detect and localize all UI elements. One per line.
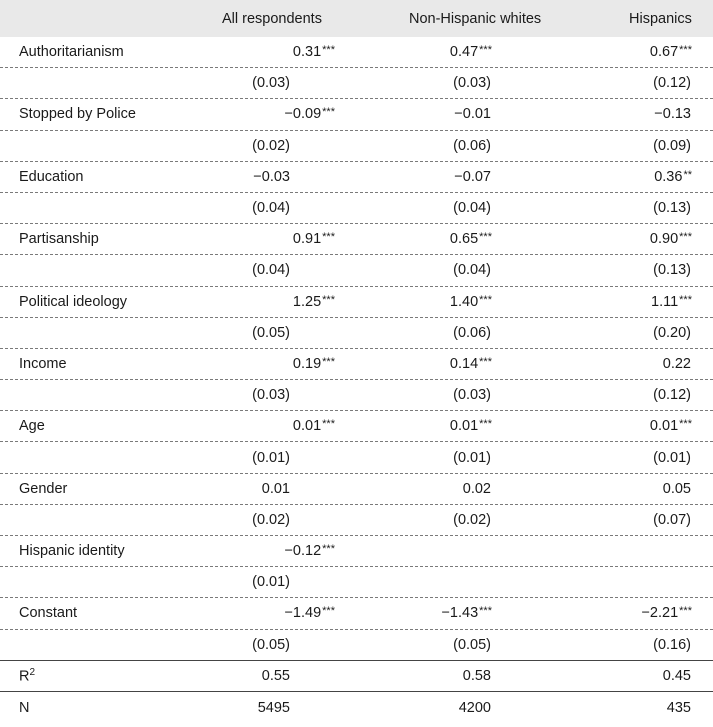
significance-stars: *** xyxy=(322,418,335,431)
cell-value: (0.06) xyxy=(453,137,491,154)
cell-col-1 xyxy=(252,388,291,403)
cell-col-2 xyxy=(453,388,492,403)
cell-value: 0.65 xyxy=(449,230,479,247)
cell-value: (0.12) xyxy=(653,75,691,92)
cell-value: 0.14 xyxy=(449,355,479,372)
table-row xyxy=(0,99,713,130)
cell-col-1 xyxy=(284,544,335,559)
row-label-text: Constant xyxy=(19,605,78,622)
cell-col-2 xyxy=(453,637,492,652)
cell-col-3 xyxy=(653,263,692,278)
cell-value: 0.31 xyxy=(292,43,322,60)
significance-stars: *** xyxy=(322,605,335,618)
cell-col-3 xyxy=(653,450,692,465)
cell-col-3 xyxy=(663,357,692,372)
cell-col-1 xyxy=(252,513,291,528)
cell-col-1 xyxy=(262,481,291,496)
cell-value: −1.43 xyxy=(441,605,479,622)
cell-col-3 xyxy=(650,419,692,434)
row-label xyxy=(19,606,77,621)
cell-value: (0.03) xyxy=(252,75,290,92)
cell-col-2 xyxy=(453,201,492,216)
cell-value: −0.03 xyxy=(253,168,290,185)
cell-value: 0.02 xyxy=(462,480,491,497)
cell-value: −0.13 xyxy=(654,106,691,123)
cell-col-3 xyxy=(641,606,692,621)
table-row xyxy=(0,474,713,505)
cell-col-2 xyxy=(453,326,492,341)
cell-col-3 xyxy=(667,700,692,715)
cell-col-2 xyxy=(450,232,492,247)
cell-value: 1.11 xyxy=(651,293,679,310)
cell-value: 0.91 xyxy=(292,230,322,247)
cell-col-3 xyxy=(653,637,692,652)
cell-col-2 xyxy=(463,669,492,684)
cell-value: 0.01 xyxy=(292,418,322,435)
table-row xyxy=(0,68,713,99)
cell-value: 0.05 xyxy=(662,480,691,497)
significance-stars: *** xyxy=(679,605,692,618)
cell-value: (0.03) xyxy=(453,75,491,92)
table-row xyxy=(0,661,713,692)
significance-stars: *** xyxy=(322,106,335,119)
cell-col-2 xyxy=(450,45,492,60)
significance-stars: *** xyxy=(479,293,492,306)
cell-col-1 xyxy=(252,263,291,278)
cell-value: (0.04) xyxy=(252,262,290,279)
cell-col-3 xyxy=(691,575,692,590)
significance-stars: *** xyxy=(322,230,335,243)
significance-stars: *** xyxy=(322,355,335,368)
significance-stars: *** xyxy=(679,418,692,431)
row-label-text: Income xyxy=(19,355,67,372)
table-row xyxy=(0,349,713,380)
cell-value: 0.55 xyxy=(261,667,290,684)
cell-value: −0.09 xyxy=(284,106,322,123)
cell-col-1 xyxy=(252,138,291,153)
cell-value: (0.16) xyxy=(653,636,691,653)
table-row xyxy=(0,193,713,224)
significance-stars: *** xyxy=(679,230,692,243)
table-row xyxy=(0,567,713,598)
cell-col-3 xyxy=(653,388,692,403)
cell-col-2 xyxy=(491,544,492,559)
cell-value: (0.13) xyxy=(653,262,691,279)
cell-col-3 xyxy=(650,232,692,247)
header-non-hispanic-whites: Non-Hispanic whites xyxy=(409,11,542,27)
significance-stars: *** xyxy=(479,355,492,368)
cell-value: 0.47 xyxy=(449,43,479,60)
cell-col-1 xyxy=(262,669,291,684)
table-row xyxy=(0,255,713,286)
row-label xyxy=(19,357,67,372)
table-row xyxy=(0,380,713,411)
significance-stars: *** xyxy=(322,43,335,56)
significance-stars: *** xyxy=(679,293,692,306)
cell-col-2 xyxy=(453,513,492,528)
cell-value: (0.04) xyxy=(453,262,491,279)
table-row xyxy=(0,131,713,162)
row-label-text: Hispanic identity xyxy=(19,542,125,559)
cell-value: 0.01 xyxy=(449,418,479,435)
cell-col-1 xyxy=(293,419,335,434)
cell-col-3 xyxy=(663,669,692,684)
header-hispanics: Hispanics xyxy=(629,11,692,27)
cell-value: −0.07 xyxy=(454,168,491,185)
table-row xyxy=(0,505,713,536)
cell-value: (0.02) xyxy=(252,511,290,528)
cell-col-1 xyxy=(253,170,291,185)
cell-col-2 xyxy=(450,357,492,372)
row-label-superscript: 2 xyxy=(29,666,36,678)
cell-value: 5495 xyxy=(257,699,290,716)
cell-col-2 xyxy=(491,575,492,590)
cell-value: (0.01) xyxy=(653,449,691,466)
cell-value: (0.04) xyxy=(453,199,491,216)
cell-col-2 xyxy=(441,606,492,621)
cell-col-1 xyxy=(252,76,291,91)
row-label-text: Age xyxy=(19,418,45,435)
row-label xyxy=(19,232,99,247)
cell-col-2 xyxy=(450,419,492,434)
cell-col-3 xyxy=(654,170,692,185)
cell-value: (0.06) xyxy=(453,324,491,341)
cell-value: 0.01 xyxy=(649,418,679,435)
cell-col-1 xyxy=(252,637,291,652)
cell-value: (0.05) xyxy=(252,636,290,653)
significance-stars: ** xyxy=(683,168,692,181)
cell-col-3 xyxy=(663,481,692,496)
cell-value: −2.21 xyxy=(641,605,679,622)
cell-value: −0.01 xyxy=(454,106,491,123)
significance-stars: *** xyxy=(479,43,492,56)
cell-value: (0.03) xyxy=(453,386,491,403)
cell-value: (0.01) xyxy=(252,449,290,466)
row-label xyxy=(19,45,124,60)
cell-col-1 xyxy=(252,450,291,465)
cell-col-1 xyxy=(284,107,335,122)
cell-value: (0.13) xyxy=(653,199,691,216)
cell-col-2 xyxy=(450,294,492,309)
table-row xyxy=(0,162,713,193)
cell-value: 435 xyxy=(666,699,691,716)
significance-stars: *** xyxy=(679,43,692,56)
table-row xyxy=(0,630,713,661)
cell-col-3 xyxy=(653,513,692,528)
significance-stars: *** xyxy=(322,542,335,555)
cell-value: (0.07) xyxy=(653,511,691,528)
cell-value: (0.03) xyxy=(252,386,290,403)
cell-value: 0.67 xyxy=(649,43,679,60)
significance-stars: *** xyxy=(479,605,492,618)
cell-col-1 xyxy=(258,700,291,715)
row-label-text: N xyxy=(19,699,30,716)
cell-col-2 xyxy=(453,76,492,91)
cell-value: 1.25 xyxy=(292,293,322,310)
cell-col-1 xyxy=(284,606,335,621)
cell-col-3 xyxy=(654,107,692,122)
cell-value: (0.20) xyxy=(653,324,691,341)
cell-col-2 xyxy=(454,170,492,185)
cell-value: (0.12) xyxy=(653,386,691,403)
cell-col-1 xyxy=(293,294,335,309)
row-label-text: Education xyxy=(19,168,84,185)
cell-col-3 xyxy=(653,201,692,216)
cell-col-1 xyxy=(252,575,291,590)
table-header xyxy=(0,0,713,37)
cell-value: −0.12 xyxy=(284,542,322,559)
cell-value: 0.36 xyxy=(654,168,683,185)
row-label xyxy=(19,294,127,309)
significance-stars: *** xyxy=(322,293,335,306)
cell-value: (0.04) xyxy=(252,199,290,216)
cell-col-3 xyxy=(691,544,692,559)
cell-col-2 xyxy=(453,138,492,153)
cell-col-3 xyxy=(653,76,692,91)
table-row xyxy=(0,536,713,567)
row-label-text: R xyxy=(19,668,30,685)
cell-col-2 xyxy=(453,450,492,465)
cell-value: (0.01) xyxy=(252,574,290,591)
table-row xyxy=(0,224,713,255)
cell-value: 0.58 xyxy=(462,667,491,684)
significance-stars: *** xyxy=(479,418,492,431)
cell-value: 0.45 xyxy=(662,667,691,684)
row-label xyxy=(19,481,67,496)
row-label-text: Political ideology xyxy=(19,293,128,310)
table-row xyxy=(0,287,713,318)
cell-value: 0.90 xyxy=(649,230,679,247)
cell-value: (0.02) xyxy=(453,511,491,528)
row-label-text: Partisanship xyxy=(19,230,99,247)
cell-value: (0.02) xyxy=(252,137,290,154)
row-label xyxy=(19,419,45,434)
cell-value: 0.01 xyxy=(261,480,290,497)
cell-value: (0.05) xyxy=(252,324,290,341)
cell-col-3 xyxy=(653,326,692,341)
cell-value: 4200 xyxy=(458,699,491,716)
table-row xyxy=(0,442,713,473)
cell-value: 0.19 xyxy=(292,355,322,372)
table-row xyxy=(0,318,713,349)
cell-col-2 xyxy=(453,263,492,278)
table-row xyxy=(0,692,713,723)
row-label xyxy=(19,700,29,715)
row-label xyxy=(19,668,35,684)
cell-value: −1.49 xyxy=(284,605,322,622)
cell-col-1 xyxy=(252,326,291,341)
cell-col-1 xyxy=(293,232,335,247)
cell-col-1 xyxy=(293,357,335,372)
table-row xyxy=(0,411,713,442)
table-row xyxy=(0,37,713,68)
row-label xyxy=(19,107,136,122)
cell-col-2 xyxy=(454,107,492,122)
cell-col-1 xyxy=(252,201,291,216)
cell-value: (0.09) xyxy=(653,137,691,154)
header-all-respondents: All respondents xyxy=(222,11,322,27)
cell-col-3 xyxy=(651,294,692,309)
cell-value: (0.05) xyxy=(453,636,491,653)
significance-stars: *** xyxy=(479,230,492,243)
table-body xyxy=(0,37,713,723)
cell-value: (0.01) xyxy=(453,449,491,466)
cell-col-3 xyxy=(653,138,692,153)
row-label-text: Gender xyxy=(19,480,68,497)
cell-col-2 xyxy=(459,700,492,715)
row-label-text: Stopped by Police xyxy=(19,106,136,123)
row-label xyxy=(19,544,125,559)
cell-col-3 xyxy=(650,45,692,60)
row-label-text: Authoritarianism xyxy=(19,43,124,60)
table-row xyxy=(0,598,713,629)
cell-value: 1.40 xyxy=(449,293,479,310)
cell-col-2 xyxy=(463,481,492,496)
cell-col-1 xyxy=(293,45,335,60)
cell-value: 0.22 xyxy=(662,355,691,372)
row-label xyxy=(19,170,84,185)
